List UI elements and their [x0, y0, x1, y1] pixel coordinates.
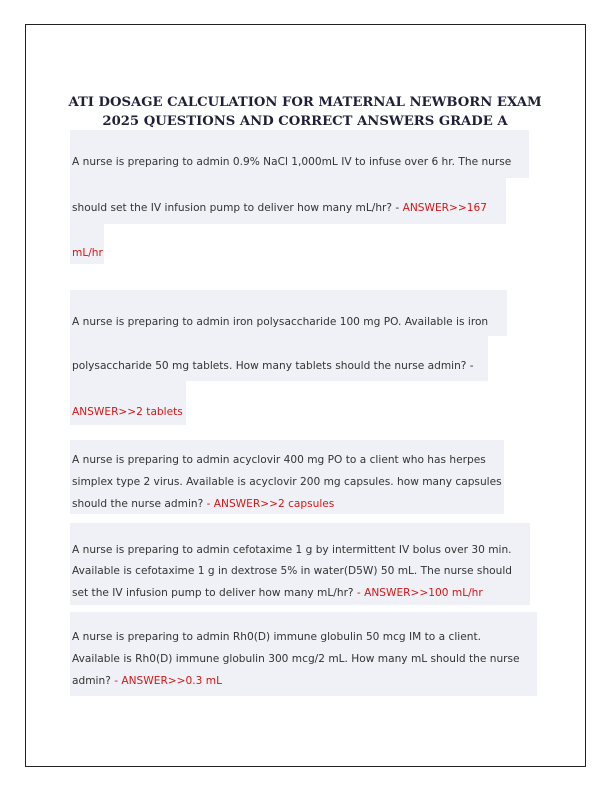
question-4-line-2: Available is cefotaxime 1 g in dextrose 5% in water(D5W) 50 mL. The nurse should: [72, 565, 513, 577]
title-line-1: ATI DOSAGE CALCULATION FOR MATERNAL NEWBORN EXAM: [68, 95, 542, 110]
answer-1: ANSWER>>167: [402, 202, 487, 214]
question-5-line-1: A nurse is preparing to admin Rh0(D) immune globulin 50 mcg IM to a client.: [72, 631, 481, 643]
answer-5: - ANSWER>>0.3 mL: [114, 675, 222, 687]
question-5-line-3: admin? - ANSWER>>0.3 mL: [72, 675, 222, 687]
answer-3: - ANSWER>>2 capsules: [206, 498, 335, 510]
answer-2: ANSWER>>2 tablets: [72, 406, 183, 418]
question-5-line-2: Available is Rh0(D) immune globulin 300 mcg/2 mL. How many mL should the nurse: [72, 653, 520, 665]
question-2-line-2: polysaccharide 50 mg tablets. How many tablets should the nurse admin? -: [72, 360, 474, 372]
question-3-line-1: A nurse is preparing to admin acyclovir 400 mg PO to a client who has herpes: [72, 454, 486, 466]
question-3-line-2: simplex type 2 virus. Available is acyclovir 200 mg capsules. how many capsules: [72, 476, 502, 488]
question-3-line-3: should the nurse admin? - ANSWER>>2 capsules: [72, 498, 335, 510]
question-4-line-1: A nurse is preparing to admin cefotaxime 1 g by intermittent IV bolus over 30 min.: [72, 544, 512, 556]
document-title: [60, 93, 550, 131]
question-2-line-1: A nurse is preparing to admin iron polysaccharide 100 mg PO. Available is iron: [72, 316, 489, 328]
question-1-line-1: A nurse is preparing to admin 0.9% NaCl 1,000mL IV to infuse over 6 hr. The nurse: [72, 156, 512, 168]
highlight-block: [70, 290, 507, 336]
question-1-line-2: should set the IV infusion pump to deliver how many mL/hr? - ANSWER>>167: [72, 202, 487, 214]
highlight-block: [70, 130, 529, 178]
answer-1-cont: mL/hr: [72, 247, 103, 259]
answer-4: - ANSWER>>100 mL/hr: [356, 587, 483, 599]
title-line-2: 2025 QUESTIONS AND CORRECT ANSWERS GRADE A: [102, 114, 508, 129]
question-4-line-3: set the IV infusion pump to deliver how many mL/hr? - ANSWER>>100 mL/hr: [72, 587, 483, 599]
